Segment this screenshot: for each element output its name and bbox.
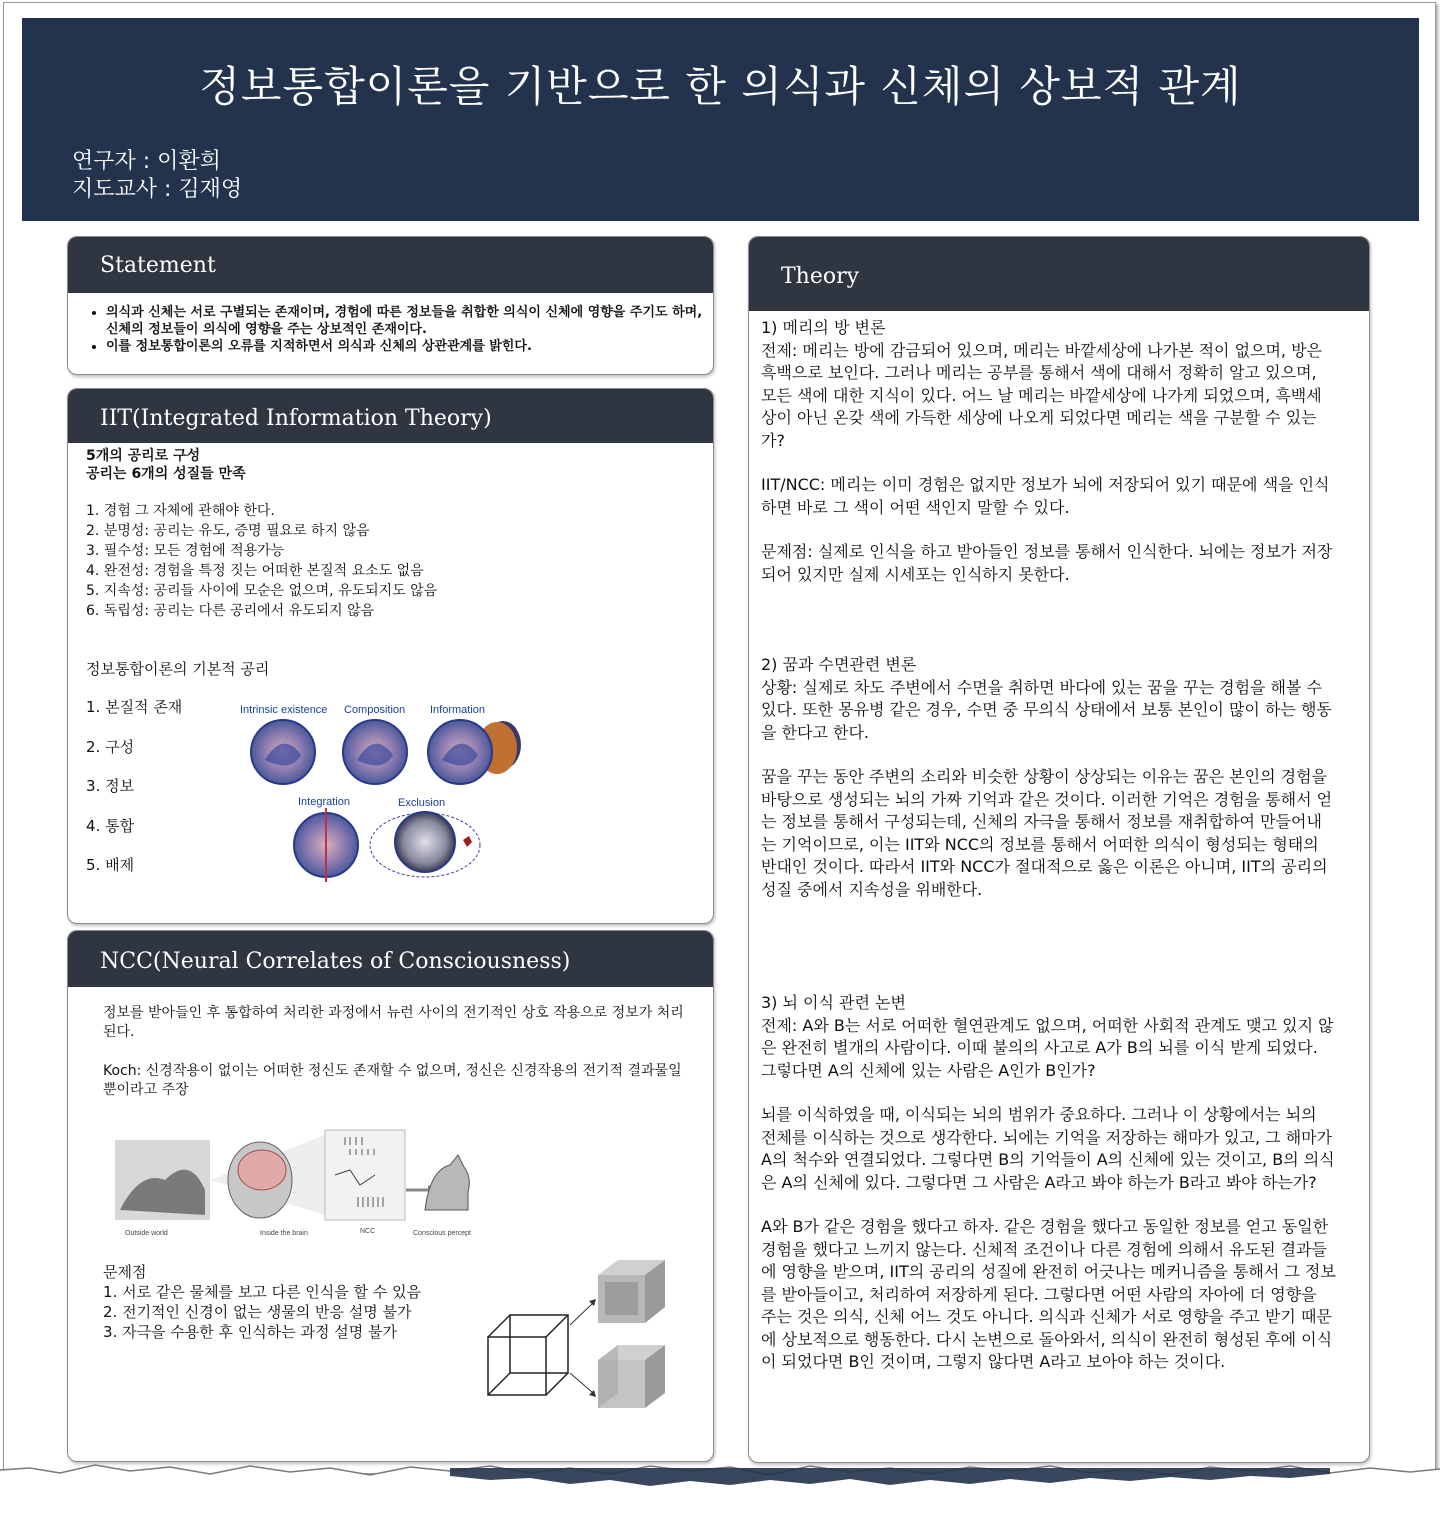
solid-cube-top	[598, 1260, 665, 1323]
section-situation: 상황: 실제로 차도 주변에서 수면을 취하면 바다에 있는 꿈을 꾸는 경험을 해볼 수 있다. 또한 몽유병 같은 경우, 수면 중 무의식 상태에서 보통 본인이 많이 하는 행동을 한다고 한다.	[761, 677, 1332, 742]
arrow-down	[570, 1373, 593, 1393]
statement-bullet: • 의식과 신체는 서로 구별되는 존재이며, 경험에 따른 정보들을 취합한 의식이 신체에 영향을 주기도 하며, 신체의 정보들이 의식에 영향을 주는 상보적인 존재이다.	[106, 304, 706, 338]
section-paragraph: A와 B가 같은 경험을 했다고 하자. 같은 경험을 했다고 동일한 정보를 얻고 동일한 경험을 했다고 느끼지 않는다. 신체적 조건이나 다른 경험에 의해서 유도된 결과들에 영향을 받으며, IIT의 공리의 성질에 완전히 어긋나는 메커니즘을 통해서 그 정보를 받아들이고, 처리하여 저장하게 된다. 그렇다면 어떤 사람의 자아에 더 영향을 주는 것은 의식, 신체 어느 것도 아니다. 의식과 신체가 서로 영향을 주고 받기 때문에 상보적으로 행동한다. 다시 논변으로 돌아와서, 의식이 완전히 형성된 후에 이식이 되었다면 B인 것이며, 그렇지 않다면 A라고 보아야 하는 것이다.	[761, 1217, 1336, 1371]
iit-property: 6. 독립성: 공리는 다른 공리에서 유도되지 않음	[86, 603, 375, 619]
neuron-panel	[325, 1130, 405, 1220]
ncc-problem: 1. 서로 같은 물체를 보고 다른 인식을 할 수 있음	[103, 1283, 422, 1301]
section-paragraph: 뇌를 이식하였을 때, 이식되는 뇌의 범위가 중요하다. 그러나 이 상황에서는 뇌의 전체를 이식하는 것으로 생각한다. 뇌에는 기억을 저장하는 해마가 있고, 그 해마가 A의 척수와 연결되었다. 그렇다면 B의 기억들이 A의 신체에 있는 것이고, B의 의식은 A의 신체에 있다. 그렇다면 그 사람은 A라고 봐야 하는가 B라고 봐야 하는가?	[761, 1105, 1335, 1192]
label-exclusion: Exclusion	[398, 797, 446, 809]
iit-property: 4. 완전성: 경험을 특정 짓는 어떠한 본질적 요소도 없음	[86, 563, 424, 579]
iit-property: 5. 지속성: 공리들 사이에 모순은 없으며, 유도되지도 않음	[86, 583, 438, 599]
ncc-figure	[110, 1115, 480, 1240]
solid-cube-bottom	[598, 1345, 665, 1408]
label-information: Information	[430, 704, 486, 716]
poster-title: 정보통합이론을 기반으로 한 의식과 신체의 상보적 관계	[199, 62, 1242, 111]
iit-intro-2: 공리는 6개의 성질들 만족	[86, 466, 246, 482]
statement-list	[88, 304, 706, 355]
torn-edge	[0, 1440, 1440, 1518]
iit-intro-1: 5개의 공리로 구성	[86, 448, 201, 464]
section-premise: 전제: A와 B는 서로 어떠한 혈연관계도 없으며, 어떠한 사회적 관계도 맺고 있지 않은 완전히 별개의 사람이다. 이때 불의의 사고로 A가 B의 뇌를 이식 받게 되었다. 그렇다면 A의 신체에 있는 사람은 A인가 B인가?	[761, 1015, 1334, 1080]
axiom-item: 1. 본질적 존재	[86, 698, 183, 716]
axioms-title: 정보통합이론의 기본적 공리	[86, 660, 270, 678]
theory-section-1	[761, 317, 1336, 586]
arrow-up-head	[589, 1299, 596, 1306]
arrow-up	[570, 1303, 593, 1325]
label-inside-brain: Inside the brain	[260, 1230, 308, 1237]
axiom-item: 3. 정보	[86, 777, 135, 795]
iit-property: 3. 필수성: 모든 경험에 적용가능	[86, 543, 285, 559]
section-title: 1) 메리의 방 변론	[761, 318, 886, 337]
label-outside-world: Outside world	[125, 1230, 168, 1237]
ncc-problem: 2. 전기적인 신경이 없는 생물의 반응 설명 불가	[103, 1303, 412, 1321]
axiom-item: 4. 통합	[86, 816, 135, 835]
ncc-problems-title: 문제점	[103, 1263, 147, 1281]
label-ncc: NCC	[360, 1228, 376, 1235]
iit-heading: IIT(Integrated Information Theory)	[68, 389, 713, 443]
iit-property: 2. 분명성: 공리는 유도, 증명 필요로 하지 않음	[86, 523, 370, 539]
necker-cube-figure	[480, 1255, 670, 1430]
label-composition: Composition	[344, 704, 406, 716]
label-integration: Integration	[298, 796, 350, 808]
iit-axioms-figure	[235, 700, 535, 885]
section-iit: IIT/NCC: 메리는 이미 경험은 없지만 정보가 뇌에 저장되어 있기 때문에 색을 인식하면 바로 그 색이 어떤 색인지 말할 수 있다.	[761, 475, 1330, 517]
theory-section-2	[761, 654, 1336, 901]
section-problem: 문제점: 실제로 인식을 하고 받아들인 정보를 통해서 인식한다. 뇌에는 정보가 저장 되어 있지만 실제 시세포는 인식하지 못한다.	[761, 542, 1333, 584]
section-body: 꿈을 꾸는 동안 주변의 소리와 비슷한 상황이 상상되는 이유는 꿈은 본인의 경험을 바탕으로 생성되는 뇌의 가짜 기억과 같은 것이다. 이러한 기억은 경험을 통해서 얻는 정보를 통해서 구성되는데, 신체의 자극을 통해서 정보를 재취합하여 만들어내는 기억이므로, 이는 IIT와 NCC의 정보를 통해서 어떠한 의식이 형성되는 형태의 반대인 것이다. 따라서 IIT와 NCC가 절대적으로 옳은 이론은 아니며, IIT의 공리의 성질 중에서 지속성을 위배한다.	[761, 767, 1333, 899]
ncc-text	[103, 1004, 688, 1100]
axiom-item: 5. 배제	[86, 856, 135, 874]
advisor-line: 지도교사 : 김재영	[72, 177, 243, 202]
iit-property: 1. 경험 그 자체에 관해야 한다.	[86, 503, 275, 519]
brain-image	[238, 1150, 286, 1190]
iit-text	[86, 447, 437, 679]
poster-header	[22, 18, 1419, 221]
author-block	[72, 148, 242, 204]
section-premise: 전제: 메리는 방에 감금되어 있으며, 메리는 바깥세상에 나가본 적이 없으며, 방은 흑백으로 보인다. 그러나 메리는 공부를 통해서 색에 대해서 정확히 알고 있으며, 모든 색에 대한 지식이 있다. 어느 날 메리는 바깥세상에 나가게 되었으며, 흑백세상이 아닌 온갖 색에 가득한 세상에 나오게 되었다면 메리는 색을 구분할 수 있는가?	[761, 340, 1323, 450]
exclusion-circle	[395, 812, 455, 872]
theory-heading: Theory	[749, 237, 1369, 311]
researcher-line: 연구자 : 이환희	[72, 149, 221, 174]
ncc-paragraph-1: 정보를 받아들인 후 통합하여 처리한 과정에서 뉴런 사이의 전기적인 상호 작용으로 정보가 처리된다.	[103, 1005, 684, 1040]
dog-image	[425, 1155, 469, 1210]
section-title: 3) 뇌 이식 관련 논변	[761, 993, 906, 1012]
axiom-item: 2. 구성	[86, 737, 135, 756]
axiom-list	[86, 696, 182, 894]
statement-bullet: • 이를 정보통합이론의 오류를 지적하면서 의식과 신체의 상관관계를 밝힌다.	[106, 338, 706, 355]
statement-heading: Statement	[68, 237, 713, 293]
label-conscious-percept: Conscious percept	[413, 1230, 471, 1237]
theory-section-3	[761, 992, 1336, 1374]
label-intrinsic: Intrinsic existence	[240, 704, 328, 716]
wireframe-cube	[488, 1315, 568, 1395]
exclusion-mark	[463, 836, 472, 847]
ncc-paragraph-2: Koch: 신경작용이 없이는 어떠한 정신도 존재할 수 없으며, 정신은 신경작용의 전기적 결과물일 뿐이라고 주장	[103, 1063, 682, 1098]
ncc-problem: 3. 자극을 수용한 후 인식하는 과정 설명 불가	[103, 1323, 398, 1341]
ncc-heading: NCC(Neural Correlates of Consciousness)	[68, 931, 713, 987]
section-title: 2) 꿈과 수면관련 변론	[761, 655, 917, 674]
